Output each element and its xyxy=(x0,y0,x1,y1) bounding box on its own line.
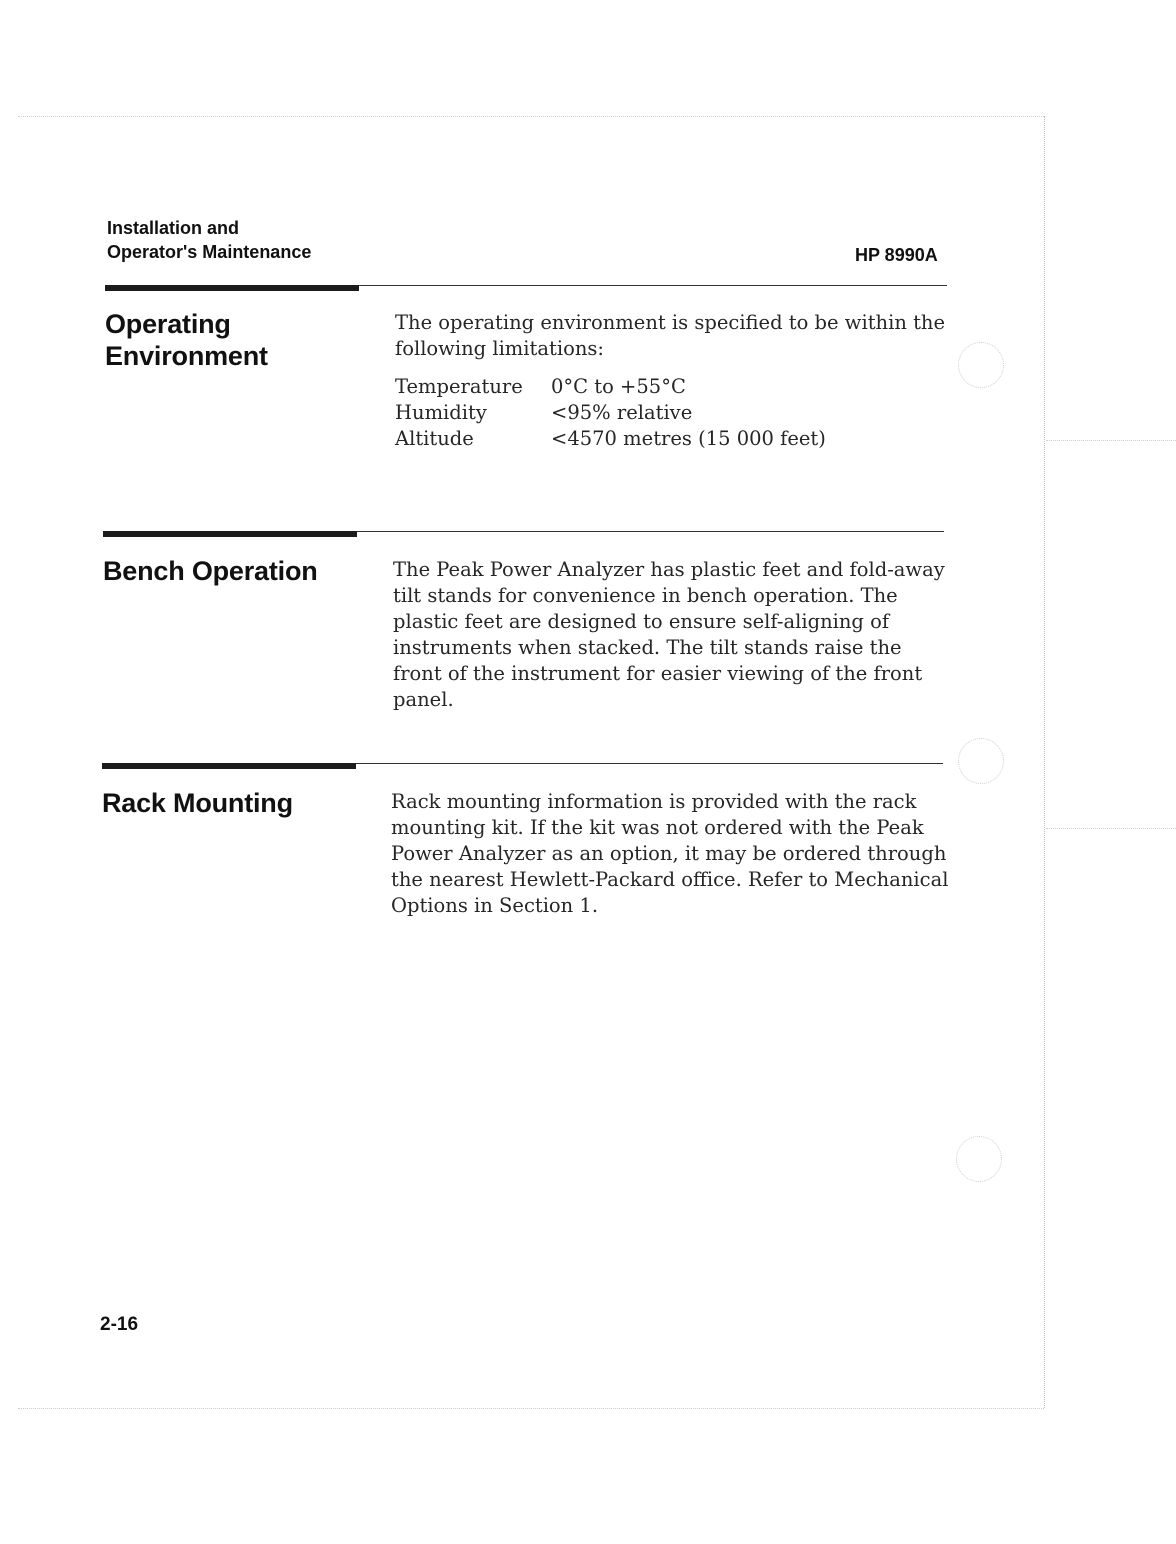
rack-mounting-body: Rack mounting information is provided with the rack mounting kit. If the kit was not ordered with the Peak Power Analyzer as an option, it may be ordered through the nearest Hewlett-Packard office. Refer to Mechanical Options in Section 1. xyxy=(391,790,949,917)
spec-table xyxy=(395,374,826,452)
spec-row-altitude xyxy=(395,426,826,452)
spec-value: <4570 metres (15 000 feet) xyxy=(551,427,826,450)
page-edge-top xyxy=(18,116,1044,117)
spec-row-temperature xyxy=(395,374,826,400)
section-title-line2: Environment xyxy=(105,341,268,371)
section-rule-bar xyxy=(103,531,357,537)
spec-name: Temperature xyxy=(395,375,523,398)
spec-row-humidity xyxy=(395,400,826,426)
spec-value: <95% relative xyxy=(551,401,693,424)
spec-name: Altitude xyxy=(395,427,474,450)
section-title-operating-environment xyxy=(105,308,268,372)
page-edge-right xyxy=(1044,116,1045,1408)
running-header xyxy=(107,216,311,264)
section-rule-bar xyxy=(105,285,359,291)
model-number: HP 8990A xyxy=(855,245,938,265)
operating-environment-intro: The operating environment is specified to be within the following limitations: xyxy=(395,311,946,360)
page-number: 2-16 xyxy=(100,1314,139,1335)
bench-operation-body: The Peak Power Analyzer has plastic feet and fold-away tilt stands for convenience in bench operation. The plastic feet are designed to ensure self-aligning of instruments when stacked. The tilt stands raise the front of the instrument for easier viewing of the front panel. xyxy=(393,558,945,711)
header-section-line2: Operator's Maintenance xyxy=(107,242,312,262)
spec-value: 0°C to +55°C xyxy=(551,375,686,398)
binder-hole xyxy=(958,342,1004,388)
binder-hole xyxy=(958,738,1004,784)
header-section-line1: Installation and xyxy=(107,218,240,238)
binder-hole xyxy=(956,1136,1002,1182)
section-title-bench-operation: Bench Operation xyxy=(103,556,318,586)
spec-name: Humidity xyxy=(395,401,487,424)
section-title-rack-mounting: Rack Mounting xyxy=(102,788,293,818)
section-title-line1: Operating xyxy=(105,309,231,339)
tab-divider-line xyxy=(1046,440,1176,441)
tab-divider-line xyxy=(1046,828,1176,829)
section-rule-bar xyxy=(102,763,356,769)
page-edge-bottom xyxy=(18,1408,1044,1409)
